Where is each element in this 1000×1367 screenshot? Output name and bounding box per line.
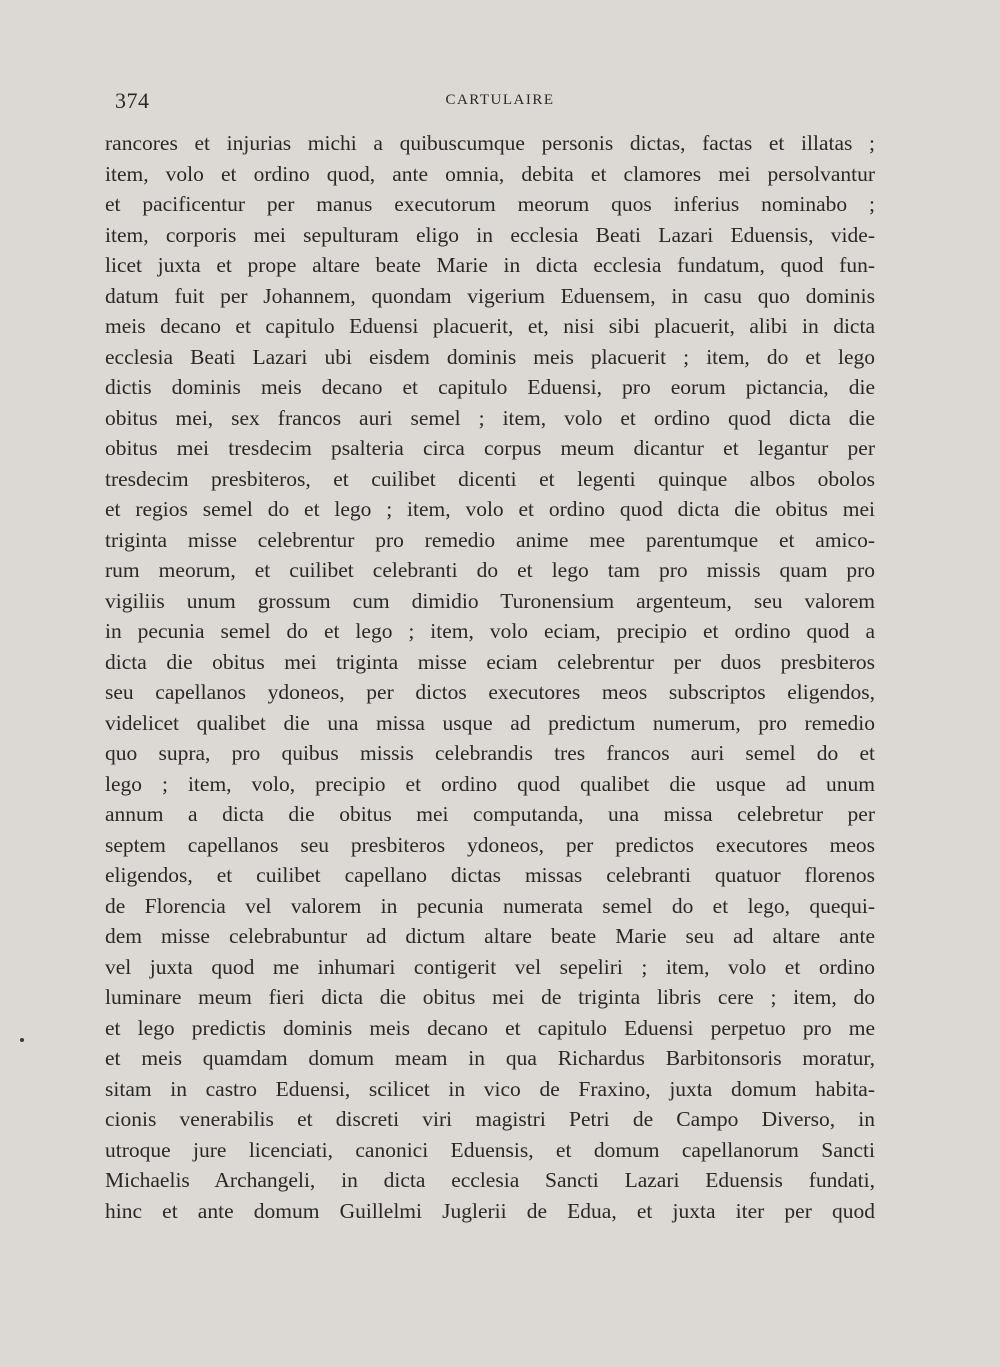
text-line	[105, 555, 875, 586]
text-line	[105, 982, 875, 1013]
text-line	[105, 433, 875, 464]
text-line-content: obitus mei, sex francos auri semel ; item, volo et ordino quod dicta die	[105, 405, 875, 430]
text-line	[105, 128, 875, 159]
text-line	[105, 769, 875, 800]
text-line-content: in pecunia semel do et lego ; item, volo eciam, precipio et ordino quod a	[105, 619, 875, 643]
text-line	[105, 891, 875, 922]
text-line	[105, 220, 875, 251]
text-line-content: quo supra, pro quibus missis celebrandis tres francos auri semel do et	[105, 741, 875, 765]
text-line	[105, 189, 875, 220]
text-line-content: lego ; item, volo, precipio et ordino quod qualibet die usque ad unum	[105, 771, 875, 796]
text-line-content: septem capellanos seu presbiteros ydoneos, per predictos executores meos	[105, 832, 875, 857]
text-line	[105, 159, 875, 190]
text-line	[105, 647, 875, 678]
text-line	[105, 799, 875, 830]
text-line-content: annum a dicta die obitus mei computanda, una missa celebretur per	[105, 802, 875, 826]
text-line	[105, 250, 875, 281]
text-line	[105, 1043, 875, 1074]
text-line	[105, 860, 875, 891]
text-line-content: utroque jure licenciati, canonici Eduensis, et domum capellanorum Sancti	[105, 1137, 875, 1162]
body-text	[105, 128, 875, 1226]
text-line	[105, 1135, 875, 1166]
text-line-content: dem misse celebrabuntur ad dictum altare beate Marie seu ad altare ante	[105, 924, 875, 948]
text-line-content: et regios semel do et lego ; item, volo et ordino quod dicta die obitus mei	[105, 497, 875, 521]
text-line-content: seu capellanos ydoneos, per dictos executores meos subscriptos eligendos,	[105, 680, 875, 704]
text-line-content: vel juxta quod me inhumari contigerit vel sepeliri ; item, volo et ordino	[105, 954, 875, 979]
text-line	[105, 586, 875, 617]
text-line	[105, 403, 875, 434]
text-line-content: obitus mei tresdecim psalteria circa corpus meum dicantur et legantur per	[105, 436, 875, 460]
text-line	[105, 708, 875, 739]
text-line	[105, 464, 875, 495]
text-line-content: rancores et injurias michi a quibuscumque personis dictas, factas et illatas ;	[105, 131, 875, 155]
text-line	[105, 372, 875, 403]
text-line-content: item, volo et ordino quod, ante omnia, debita et clamores mei persolvantur	[105, 161, 875, 186]
text-line-content: et pacificentur per manus executorum meorum quos inferius nominabo ;	[105, 192, 875, 216]
text-line-content: cionis venerabilis et discreti viri magistri Petri de Campo Diverso, in	[105, 1107, 875, 1131]
text-line	[105, 952, 875, 983]
text-line-content: videlicet qualibet die una missa usque ad predictum numerum, pro remedio	[105, 710, 875, 735]
text-line	[105, 677, 875, 708]
text-line	[105, 1196, 875, 1227]
text-line	[105, 494, 875, 525]
text-line-content: meis decano et capitulo Eduensi placuerit, et, nisi sibi placuerit, alibi in dicta	[105, 314, 875, 338]
text-line	[105, 281, 875, 312]
text-line-content: dictis dominis meis decano et capitulo Eduensi, pro eorum pictancia, die	[105, 375, 875, 399]
text-line	[105, 342, 875, 373]
text-line	[105, 1165, 875, 1196]
text-line-content: de Florencia vel valorem in pecunia numerata semel do et lego, quequi-	[105, 893, 875, 918]
text-line	[105, 921, 875, 952]
text-line-content: et meis quamdam domum meam in qua Richardus Barbitonsoris moratur,	[105, 1046, 875, 1070]
text-line	[105, 525, 875, 556]
margin-mark	[20, 1038, 24, 1042]
text-line	[105, 830, 875, 861]
text-line-content: eligendos, et cuilibet capellano dictas missas celebranti quatuor florenos	[105, 863, 875, 887]
running-head: CARTULAIRE	[445, 92, 555, 108]
text-line	[105, 738, 875, 769]
text-line-content: item, corporis mei sepulturam eligo in ecclesia Beati Lazari Eduensis, vide-	[105, 222, 875, 247]
text-line	[105, 1013, 875, 1044]
text-line	[105, 1074, 875, 1105]
text-line-content: et lego predictis dominis meis decano et capitulo Eduensi perpetuo pro me	[105, 1015, 875, 1040]
text-line-content: sitam in castro Eduensi, scilicet in vico de Fraxino, juxta domum habita-	[105, 1076, 875, 1101]
text-line-content: luminare meum fieri dicta die obitus mei de triginta libris cere ; item, do	[105, 985, 875, 1009]
text-line-content: hinc et ante domum Guillelmi Juglerii de Edua, et juxta iter per quod	[105, 1198, 875, 1223]
text-line-content: licet juxta et prope altare beate Marie in dicta ecclesia fundatum, quod fun-	[105, 253, 875, 277]
text-line-content: rum meorum, et cuilibet celebranti do et lego tam pro missis quam pro	[105, 558, 875, 582]
text-line-content: Michaelis Archangeli, in dicta ecclesia Sancti Lazari Eduensis fundati,	[105, 1168, 875, 1192]
text-line-content: tresdecim presbiteros, et cuilibet dicenti et legenti quinque albos obolos	[105, 466, 875, 491]
text-line-content: vigiliis unum grossum cum dimidio Turonensium argenteum, seu valorem	[105, 588, 875, 613]
text-line-content: triginta misse celebrentur pro remedio anime mee parentumque et amico-	[105, 527, 875, 552]
text-line	[105, 616, 875, 647]
text-line-content: ecclesia Beati Lazari ubi eisdem dominis meis placuerit ; item, do et lego	[105, 344, 875, 369]
text-line-content: dicta die obitus mei triginta misse eciam celebrentur per duos presbiteros	[105, 649, 875, 674]
page-number: 374	[115, 88, 150, 113]
text-line-content: datum fuit per Johannem, quondam vigerium Eduensem, in casu quo dominis	[105, 283, 875, 308]
text-line	[105, 311, 875, 342]
text-line	[105, 1104, 875, 1135]
